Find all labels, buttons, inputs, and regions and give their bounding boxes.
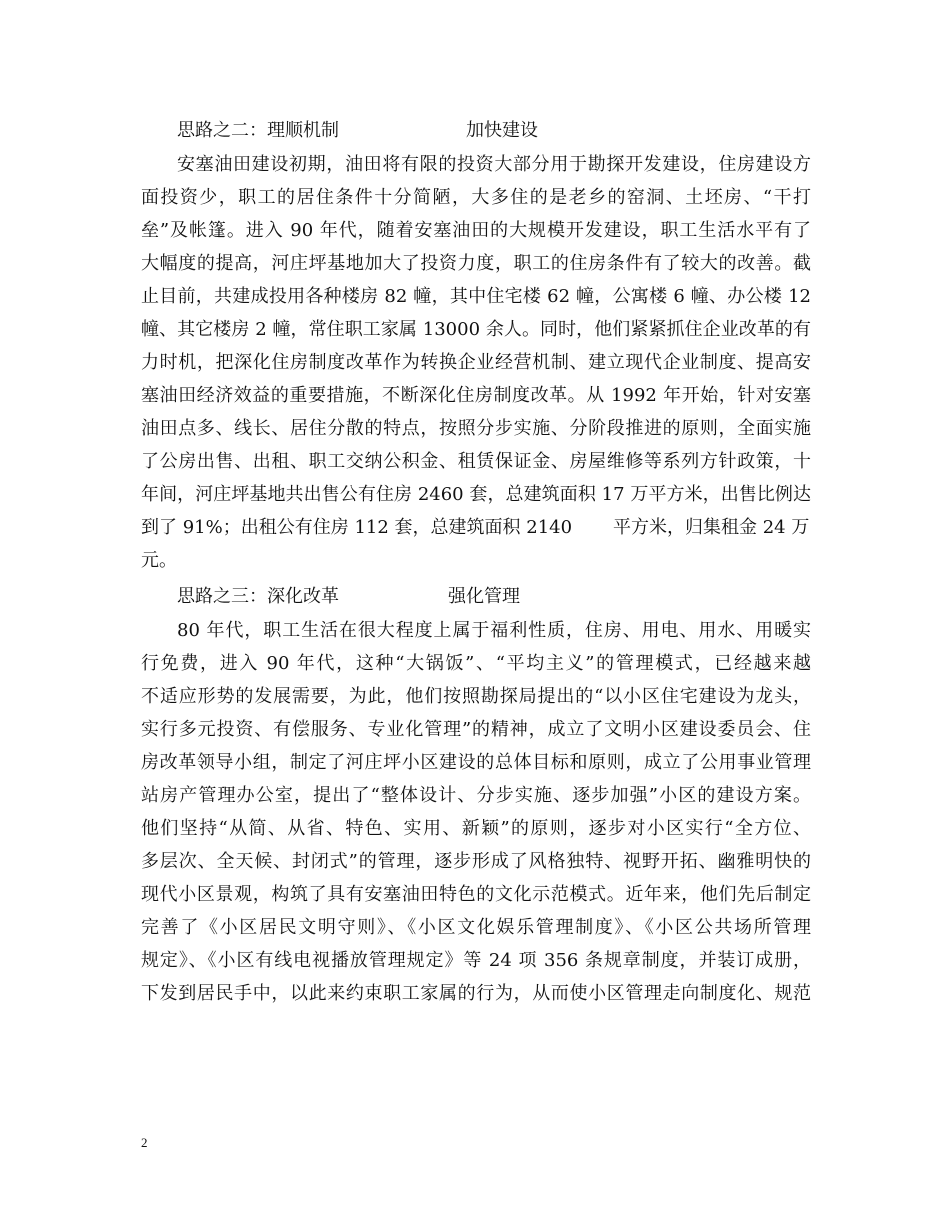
- paragraph-line: 规定》、《小区有线电视播放管理规定》等 24 项 356 条规章制度，并装订成册，: [141, 950, 811, 971]
- paragraph-line: 塞油田经济效益的重要措施，不断深化住房制度改革。从 1992 年开始，针对安塞: [141, 385, 811, 406]
- paragraph-line: 面投资少，职工的居住条件十分简陋，大多住的是老乡的窑洞、土坯房、“干打: [141, 187, 811, 208]
- paragraph-line: 80 年代，职工生活在很大程度上属于福利性质，住房、用电、用水、用暖实: [177, 620, 811, 641]
- paragraph-line: 下发到居民手中，以此来约束职工家属的行为，从而使小区管理走向制度化、规范: [141, 983, 811, 1004]
- paragraph-line: 他们坚持“从简、从省、特色、实用、新颖”的原则，逐步对小区实行“全方位、: [141, 818, 811, 839]
- paragraph-line: 幢、其它楼房 2 幢，常住职工家属 13000 余人。同时，他们紧紧抓住企业改革的有: [141, 319, 811, 340]
- section-3-heading-right: 强化管理: [448, 586, 520, 607]
- page-number: 2: [141, 1135, 148, 1150]
- paragraph-line: 房改革领导小组，制定了河庄坪小区建设的总体目标和原则，成立了公用事业管理: [141, 752, 811, 773]
- paragraph-line: 完善了《小区居民文明守则》、《小区文化娱乐管理制度》、《小区公共场所管理: [141, 917, 811, 938]
- paragraph-line-part: 平方米，归集租金 24 万: [613, 517, 810, 538]
- paragraph-line: 不适应形势的发展需要，为此，他们按照勘探局提出的“以小区住宅建设为龙头，: [141, 686, 811, 707]
- paragraph-line: 了公房出售、出租、职工交纳公积金、租赁保证金、房屋维修等系列方针政策，十: [141, 451, 811, 472]
- paragraph-line: 油田点多、线长、居住分散的特点，按照分步实施、分阶段推进的原则，全面实施: [141, 418, 811, 439]
- paragraph-line: 实行多元投资、有偿服务、专业化管理”的精神，成立了文明小区建设委员会、住: [141, 719, 811, 740]
- paragraph-line: 站房产管理办公室，提出了“整体设计、分步实施、逐步加强”小区的建设方案。: [141, 785, 811, 806]
- section-3-heading: 思路之三：深化改革: [177, 586, 339, 607]
- paragraph-line: 行免费，进入 90 年代，这种“大锅饭”、“平均主义”的管理模式，已经越来越: [141, 653, 811, 674]
- paragraph-line: 大幅度的提高，河庄坪基地加大了投资力度，职工的住房条件有了较大的改善。截: [141, 253, 811, 274]
- paragraph-line: 垒”及帐篷。进入 90 年代，随着安塞油田的大规模开发建设，职工生活水平有了: [141, 220, 811, 241]
- paragraph-line-part: 到了 91%；出租公有住房 112 套，总建筑面积 2140: [141, 517, 573, 538]
- paragraph-line: 安塞油田建设初期，油田将有限的投资大部分用于勘探开发建设，住房建设方: [177, 154, 811, 175]
- section-2-heading: 思路之二：理顺机制: [177, 120, 339, 141]
- paragraph-line: 元。: [141, 550, 177, 571]
- paragraph-line: 止目前，共建成投用各种楼房 82 幢，其中住宅楼 62 幢，公寓楼 6 幢、办公楼 12: [141, 286, 811, 307]
- paragraph-line: 年间，河庄坪基地共出售公有住房 2460 套，总建筑面积 17 万平方米，出售比例达: [141, 484, 811, 505]
- section-2-heading-right: 加快建设: [466, 120, 538, 141]
- paragraph-line: 多层次、全天候、封闭式”的管理，逐步形成了风格独特、视野开拓、幽雅明快的: [141, 851, 811, 872]
- paragraph-line: 力时机，把深化住房制度改革作为转换企业经营机制、建立现代企业制度、提高安: [141, 352, 811, 373]
- paragraph-line: 现代小区景观，构筑了具有安塞油田特色的文化示范模式。近年来，他们先后制定: [141, 884, 811, 905]
